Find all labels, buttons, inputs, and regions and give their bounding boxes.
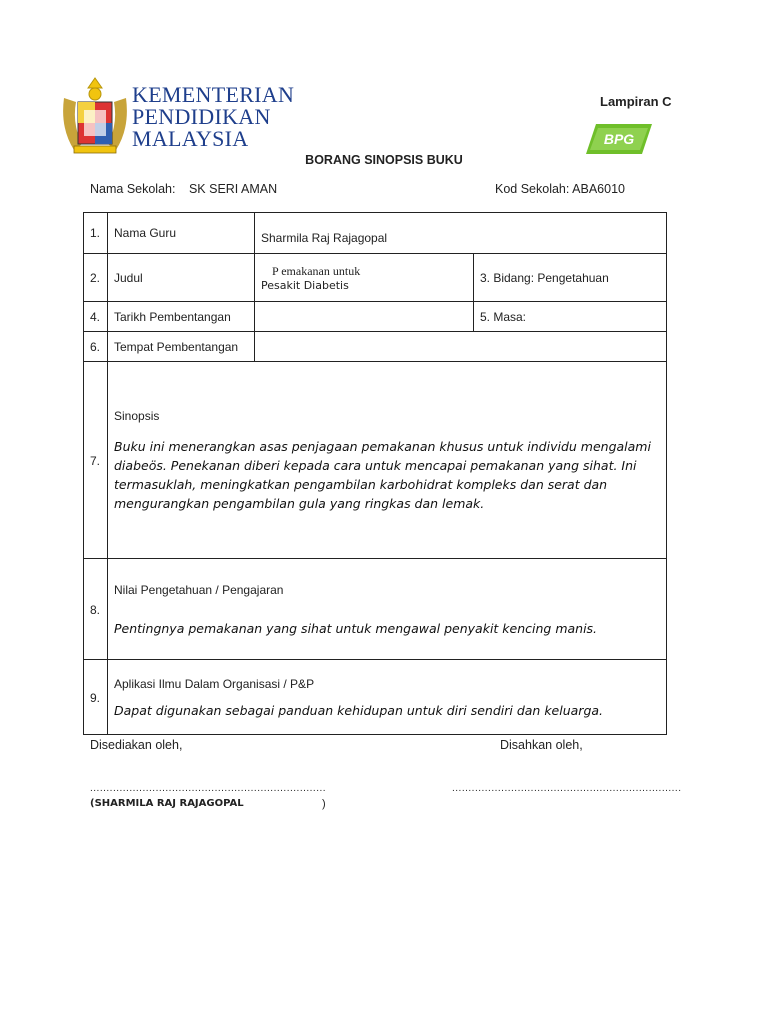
logo-line-2: PENDIDIKAN: [132, 104, 271, 129]
bpg-logo-icon: [586, 122, 652, 156]
application-text: Dapat digunakan sebagai panduan kehidupan untuk diri sendiri dan keluarga.: [114, 702, 604, 718]
school-name-line: [90, 182, 277, 196]
field-label: Sinopsis: [114, 409, 160, 423]
value-text: Pentingnya pemakanan yang sihat untuk mengawal penyakit kencing manis.: [114, 620, 598, 636]
coat-of-arms-icon: [60, 68, 130, 160]
row-judul: [84, 254, 667, 302]
row-number: 7.: [84, 362, 108, 559]
row-number: 8.: [84, 559, 108, 660]
bidang-field[interactable]: 3. Bidang: Pengetahuan: [474, 254, 667, 302]
signature-line-right[interactable]: ......................................................................: [452, 783, 682, 794]
signatory-name: (SHARMILA RAJ RAJAGOPAL: [90, 798, 244, 809]
row-aplikasi: [84, 660, 667, 735]
row-nilai: [84, 559, 667, 660]
title-line-1: P emakanan untuk: [272, 263, 361, 278]
venue-value[interactable]: [255, 332, 667, 362]
school-code-line: [495, 182, 625, 196]
approved-by-label: Disahkan oleh,: [500, 738, 583, 752]
masa-field[interactable]: 5. Masa:: [474, 302, 667, 332]
row-number: 6.: [84, 332, 108, 362]
title-value[interactable]: [255, 254, 474, 302]
field-label: Aplikasi Ilmu Dalam Organisasi / P&P: [114, 676, 315, 691]
row-number: 1.: [84, 213, 108, 254]
synopsis-cell[interactable]: [108, 362, 667, 559]
title-line-2: Pesakit Diabetis: [261, 278, 349, 292]
school-code-label: Kod Sekolah:: [495, 182, 570, 196]
bpg-logo-text: BPG: [603, 131, 635, 147]
row-number: 4.: [84, 302, 108, 332]
lampiran-label: Lampiran C: [600, 94, 672, 109]
school-name-label: Nama Sekolah:: [90, 182, 176, 196]
ministry-name: [132, 84, 294, 150]
synopsis-form-table: [83, 212, 667, 735]
teacher-name-value[interactable]: Sharmila Raj Rajagopal: [255, 213, 667, 254]
field-label: Judul: [108, 254, 255, 302]
signatory-close: ): [322, 798, 326, 810]
row-sinopsis: [84, 362, 667, 559]
date-value[interactable]: [255, 302, 474, 332]
value-cell[interactable]: [108, 559, 667, 660]
row-nama-guru: [84, 213, 667, 254]
field-label: Tarikh Pembentangan: [108, 302, 255, 332]
row-tarikh: [84, 302, 667, 332]
field-label: Nama Guru: [108, 213, 255, 254]
signature-line-left[interactable]: ........................................................................: [90, 783, 327, 794]
application-cell[interactable]: [108, 660, 667, 735]
logo-line-1: KEMENTERIAN: [132, 82, 295, 107]
form-title: BORANG SINOPSIS BUKU: [305, 153, 463, 167]
row-tempat: [84, 332, 667, 362]
school-code-value: ABA6010: [572, 182, 625, 196]
synopsis-text: Buku ini menerangkan asas penjagaan pemakanan khusus untuk individu mengalami diabeös. Penekanan diberi kepada cara untuk mencapai pemakanan yang sihat. Ini termasuklah, meningkatkan pengambilan karbohidrat kompleks dan serat dan mengurangkan pengambilan gula yang ringkas dan lemak.: [114, 439, 651, 511]
logo-line-3: MALAYSIA: [132, 126, 249, 151]
row-number: 9.: [84, 660, 108, 735]
prepared-by-label: Disediakan oleh,: [90, 738, 183, 752]
field-label: Tempat Pembentangan: [108, 332, 255, 362]
bpg-logo: [586, 122, 652, 156]
school-name-value: SK SERI AMAN: [188, 182, 278, 196]
field-label: Nilai Pengetahuan / Pengajaran: [114, 582, 284, 597]
row-number: 2.: [84, 254, 108, 302]
